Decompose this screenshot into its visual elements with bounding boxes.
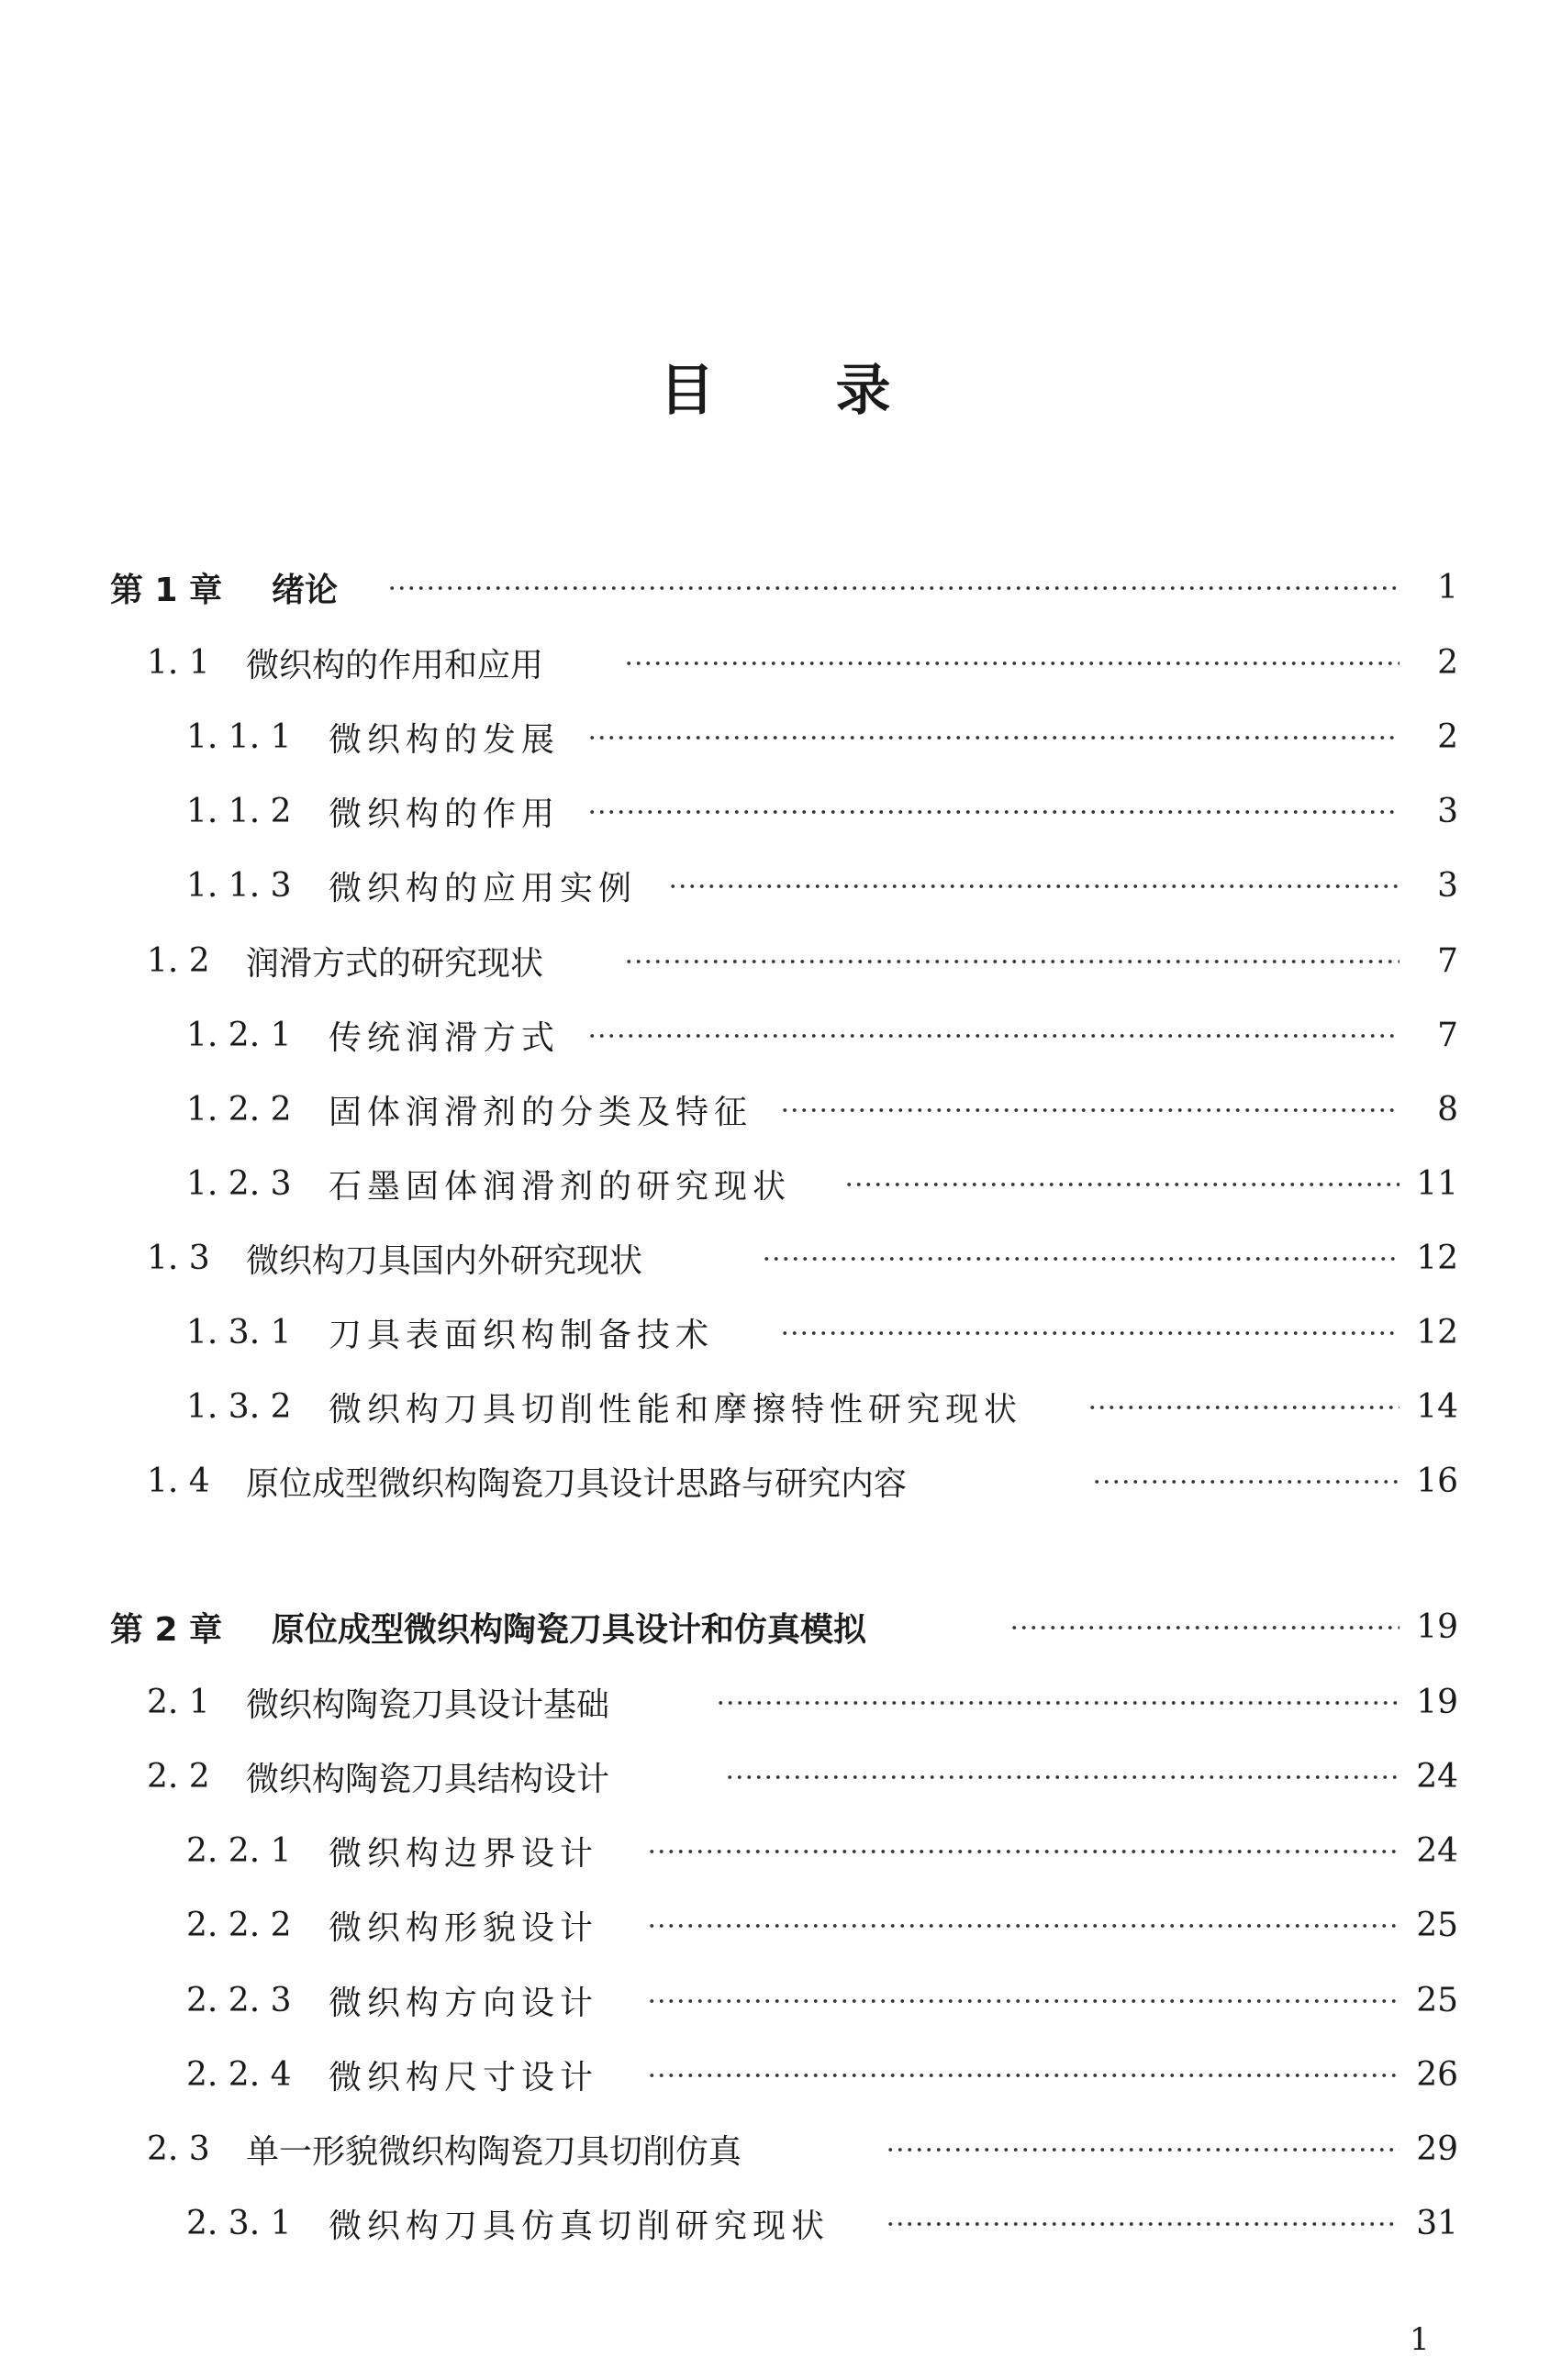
toc-entry-number: 2. 1 xyxy=(147,1683,210,1721)
toc-entry-page: 24 xyxy=(1416,1831,1458,1870)
toc-entry-title: 微织构尺寸设计 xyxy=(329,2058,599,2096)
toc-leader-dots xyxy=(587,807,1399,817)
toc-entry-number: 第 2 章 xyxy=(110,1610,223,1649)
toc-leader-dots xyxy=(587,1031,1399,1040)
toc-entry[interactable] xyxy=(0,1305,1550,1360)
toc-entry-title: 微织构的作用和应用 xyxy=(246,646,544,684)
toc-entry[interactable] xyxy=(0,2196,1550,2251)
toc-entry-number: 2. 3. 1 xyxy=(186,2204,292,2242)
toc-entry-number: 1. 1. 1 xyxy=(186,717,292,756)
toc-entry[interactable] xyxy=(0,1973,1550,2028)
toc-entry[interactable] xyxy=(0,635,1550,690)
toc-entry-number: 1. 2. 3 xyxy=(186,1164,292,1203)
toc-entry-title: 刀具表面织构制备技术 xyxy=(329,1316,715,1354)
toc-entry-title: 微织构刀具国内外研究现状 xyxy=(246,1241,643,1280)
toc-entry-number: 2. 2. 1 xyxy=(186,1831,292,1870)
toc-entry[interactable] xyxy=(0,1453,1550,1508)
toc-entry[interactable] xyxy=(0,1082,1550,1137)
toc-entry-title: 润滑方式的研究现状 xyxy=(246,944,544,983)
toc-entry-title: 单一形貌微织构陶瓷刀具切削仿真 xyxy=(246,2132,742,2171)
page-number: 1 xyxy=(1410,2321,1430,2358)
toc-leader-dots xyxy=(647,2071,1399,2080)
toc-entry-number: 1. 1. 3 xyxy=(186,866,292,905)
toc-entry[interactable] xyxy=(0,2047,1550,2102)
toc-entry-page: 1 xyxy=(1437,568,1458,606)
toc-entry-number: 1. 1 xyxy=(147,643,210,682)
toc-entry-title: 微织构的作用 xyxy=(329,795,561,833)
toc-entry[interactable] xyxy=(0,1156,1550,1211)
toc-leader-dots xyxy=(647,1921,1399,1930)
toc-entry-title: 微织构方向设计 xyxy=(329,1984,599,2022)
toc-entry[interactable] xyxy=(0,709,1550,764)
toc-leader-dots xyxy=(668,882,1399,891)
toc-entry-title: 微织构的发展 xyxy=(329,720,561,759)
toc-entry-title: 绪论 xyxy=(272,571,339,609)
toc-entry-page: 16 xyxy=(1416,1462,1458,1500)
toc-entry-number: 1. 2. 1 xyxy=(186,1016,292,1054)
toc-leader-dots xyxy=(647,1847,1399,1856)
toc-entry-number: 1. 4 xyxy=(147,1462,210,1500)
toc-entry-number: 2. 2 xyxy=(147,1757,210,1796)
toc-entry-title: 原位成型微织构陶瓷刀具设计思路与研究内容 xyxy=(246,1464,908,1503)
toc-entry-page: 7 xyxy=(1437,941,1458,980)
toc-entry-title: 石墨固体润滑剂的研究现状 xyxy=(329,1167,792,1206)
toc-entry-number: 2. 2. 4 xyxy=(186,2055,292,2094)
toc-entry[interactable] xyxy=(0,2121,1550,2176)
toc-entry-page: 3 xyxy=(1437,866,1458,905)
toc-entry-number: 2. 3 xyxy=(147,2130,210,2168)
toc-entry[interactable] xyxy=(0,1379,1550,1434)
toc-entry-page: 11 xyxy=(1416,1164,1458,1203)
toc-entry-number: 2. 2. 2 xyxy=(186,1906,292,1944)
toc-leader-dots xyxy=(587,733,1399,742)
toc-entry-number: 第 1 章 xyxy=(110,571,223,609)
toc-entry-page: 24 xyxy=(1416,1757,1458,1796)
toc-entry-number: 2. 2. 3 xyxy=(186,1981,292,2019)
toc-entry[interactable] xyxy=(0,1674,1550,1729)
toc-entry-page: 7 xyxy=(1437,1016,1458,1054)
toc-leader-dots xyxy=(716,1698,1399,1707)
toc-entry-title: 微织构陶瓷刀具设计基础 xyxy=(246,1685,610,1724)
toc-entry[interactable] xyxy=(0,1599,1550,1654)
toc-leader-dots xyxy=(844,1180,1399,1189)
toc-entry-page: 12 xyxy=(1416,1239,1458,1277)
toc-entry[interactable] xyxy=(0,784,1550,839)
toc-entry-number: 1. 2 xyxy=(147,941,210,980)
title-char-1: 目 xyxy=(659,359,715,423)
toc-entry-page: 2 xyxy=(1437,717,1458,756)
toc-leader-dots xyxy=(624,659,1399,668)
toc-entry-title: 微织构刀具切削性能和摩擦特性研究现状 xyxy=(329,1390,1023,1429)
toc-entry-page: 25 xyxy=(1416,1906,1458,1944)
toc-entry-title: 微织构刀具仿真切削研究现状 xyxy=(329,2207,831,2245)
toc-leader-dots xyxy=(762,1254,1399,1263)
toc-leader-dots xyxy=(1092,1477,1399,1486)
toc-entry-number: 1. 3. 1 xyxy=(186,1313,292,1351)
toc-entry[interactable] xyxy=(0,560,1550,615)
toc-leader-dots xyxy=(624,957,1399,966)
toc-entry-title: 微织构形貌设计 xyxy=(329,1908,599,1947)
toc-leader-dots xyxy=(1009,1623,1399,1632)
toc-entry-page: 25 xyxy=(1416,1981,1458,2019)
toc-entry[interactable] xyxy=(0,1823,1550,1878)
toc-entry-page: 8 xyxy=(1437,1090,1458,1129)
toc-entry-title: 传统润滑方式 xyxy=(329,1018,561,1057)
toc-entry-title: 固体润滑剂的分类及特征 xyxy=(329,1093,753,1131)
toc-entry-title: 微织构的应用实例 xyxy=(329,869,638,907)
toc-leader-dots xyxy=(725,1773,1399,1782)
toc-entry-page: 26 xyxy=(1416,2055,1458,2094)
toc-entry-number: 1. 3 xyxy=(147,1239,210,1277)
toc-entry-title: 微织构边界设计 xyxy=(329,1834,599,1873)
toc-entry[interactable] xyxy=(0,933,1550,988)
toc-entry[interactable] xyxy=(0,858,1550,913)
toc-leader-dots xyxy=(780,1329,1399,1338)
toc-entry-number: 1. 3. 2 xyxy=(186,1387,292,1426)
toc-entry-page: 19 xyxy=(1416,1607,1458,1646)
toc-entry-page: 2 xyxy=(1437,643,1458,682)
toc-leader-dots xyxy=(886,2219,1399,2229)
toc-entry-page: 31 xyxy=(1416,2204,1458,2242)
title-char-2: 录 xyxy=(835,359,891,423)
toc-entry[interactable] xyxy=(0,1230,1550,1285)
toc-entry-number: 1. 2. 2 xyxy=(186,1090,292,1129)
toc-entry-page: 29 xyxy=(1416,2130,1458,2168)
toc-leader-dots xyxy=(886,2145,1399,2154)
toc-entry-title: 微织构陶瓷刀具结构设计 xyxy=(246,1760,610,1798)
toc-entry-page: 12 xyxy=(1416,1313,1458,1351)
toc-leader-dots xyxy=(1087,1403,1399,1412)
toc-entry[interactable] xyxy=(0,1749,1550,1804)
toc-entry-page: 19 xyxy=(1416,1683,1458,1721)
toc-entry-page: 14 xyxy=(1416,1387,1458,1426)
toc-leader-dots xyxy=(387,584,1399,593)
toc-entry[interactable] xyxy=(0,1897,1550,1952)
toc-entry-page: 3 xyxy=(1437,792,1458,830)
toc-entry-title: 原位成型微织构陶瓷刀具设计和仿真模拟 xyxy=(272,1610,867,1649)
toc-leader-dots xyxy=(780,1106,1399,1115)
toc-leader-dots xyxy=(647,1996,1399,2006)
toc-entry-number: 1. 1. 2 xyxy=(186,792,292,830)
toc-entry[interactable] xyxy=(0,1007,1550,1062)
